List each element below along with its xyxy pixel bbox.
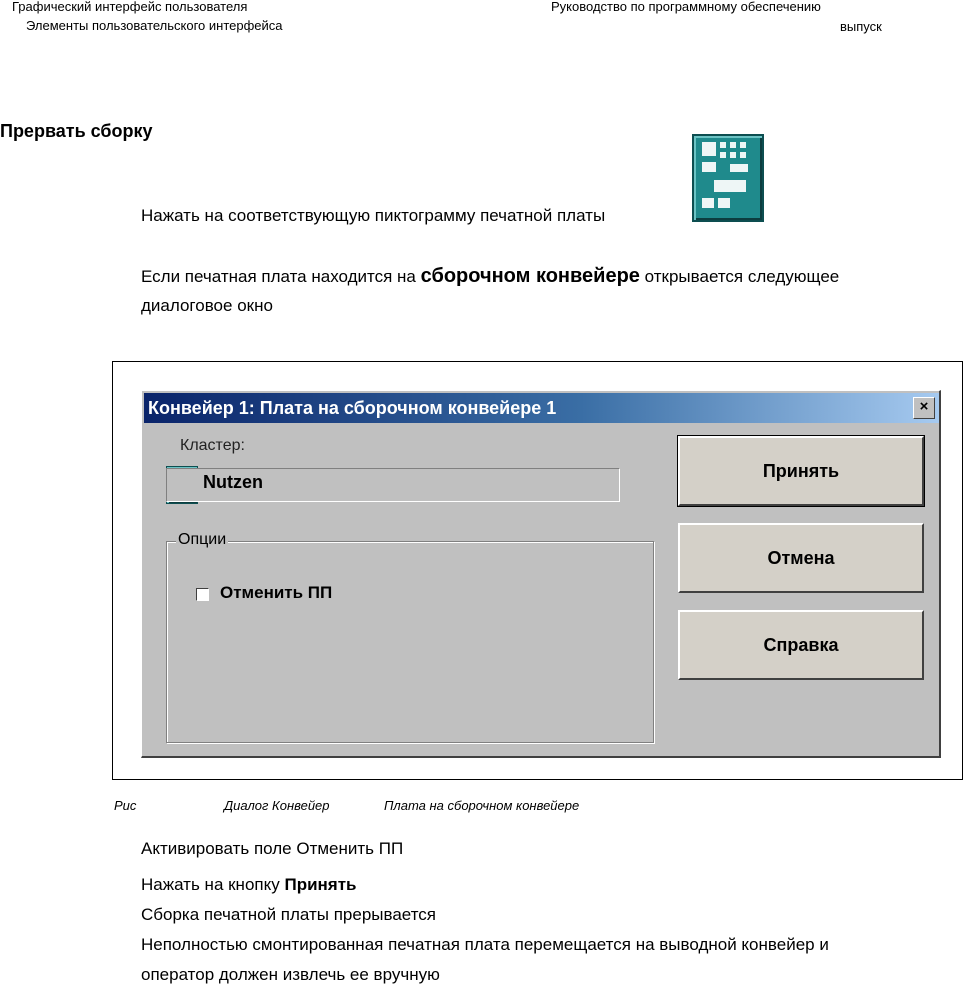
para2-after: открывается следующее bbox=[644, 267, 840, 286]
dialog-title: Конвейер 1: Плата на сборочном конвейере 1 bbox=[148, 398, 557, 418]
accept-button[interactable] bbox=[678, 436, 924, 506]
step-result: Сборка печатной платы прерывается bbox=[141, 905, 437, 924]
cluster-field[interactable] bbox=[166, 468, 620, 502]
para2-bold: сборочном конвейере bbox=[420, 265, 640, 287]
cluster-value: Nutzen bbox=[203, 472, 263, 492]
step-activate: Активировать поле Отменить ПП bbox=[141, 839, 404, 858]
close-icon: × bbox=[919, 398, 929, 415]
para2-before: Если печатная плата находится на bbox=[141, 267, 416, 286]
help-button[interactable] bbox=[678, 610, 924, 680]
step-press-bold: Принять bbox=[284, 875, 357, 894]
options-label: Опции bbox=[178, 531, 227, 548]
caption-prefix: Рис bbox=[114, 798, 137, 813]
options-group bbox=[166, 541, 654, 743]
step-press bbox=[141, 875, 357, 895]
section-title: Прервать сборку bbox=[0, 121, 153, 141]
header-right-line2: выпуск bbox=[840, 19, 882, 34]
close-button[interactable] bbox=[913, 397, 935, 419]
cancel-label: Отмена bbox=[767, 547, 835, 568]
cluster-label: Кластер: bbox=[180, 437, 245, 454]
caption-detail: Плата на сборочном конвейере bbox=[384, 798, 580, 813]
step-note-line1: Неполностью смонтированная печатная плата перемещается на выводной конвейер и bbox=[141, 935, 829, 954]
help-label: Справка bbox=[763, 634, 839, 655]
cancel-button[interactable] bbox=[678, 523, 924, 593]
cancel-pcb-label[interactable]: Отменить ПП bbox=[220, 583, 333, 602]
header-left-line2: Элементы пользовательского интерфейса bbox=[26, 18, 283, 33]
header-right-line1: Руководство по программному обеспечению bbox=[551, 0, 821, 14]
step-note-line2: оператор должен извлечь ее вручную bbox=[141, 965, 440, 984]
para2-line1 bbox=[141, 266, 839, 287]
step-press-prefix: Нажать на кнопку bbox=[141, 875, 280, 894]
pcb-icon[interactable] bbox=[692, 134, 764, 222]
cancel-pcb-checkbox[interactable] bbox=[196, 588, 209, 601]
dialog-window bbox=[141, 390, 941, 758]
header-left-line1: Графический интерфейс пользователя bbox=[12, 0, 248, 14]
step1-text: Нажать на соответствующую пиктограмму печатной платы bbox=[141, 206, 606, 225]
caption-text: Диалог Конвейер bbox=[224, 798, 330, 813]
accept-label: Принять bbox=[762, 460, 840, 481]
para2-line2: диалоговое окно bbox=[141, 296, 273, 315]
dialog-titlebar[interactable] bbox=[144, 393, 939, 423]
